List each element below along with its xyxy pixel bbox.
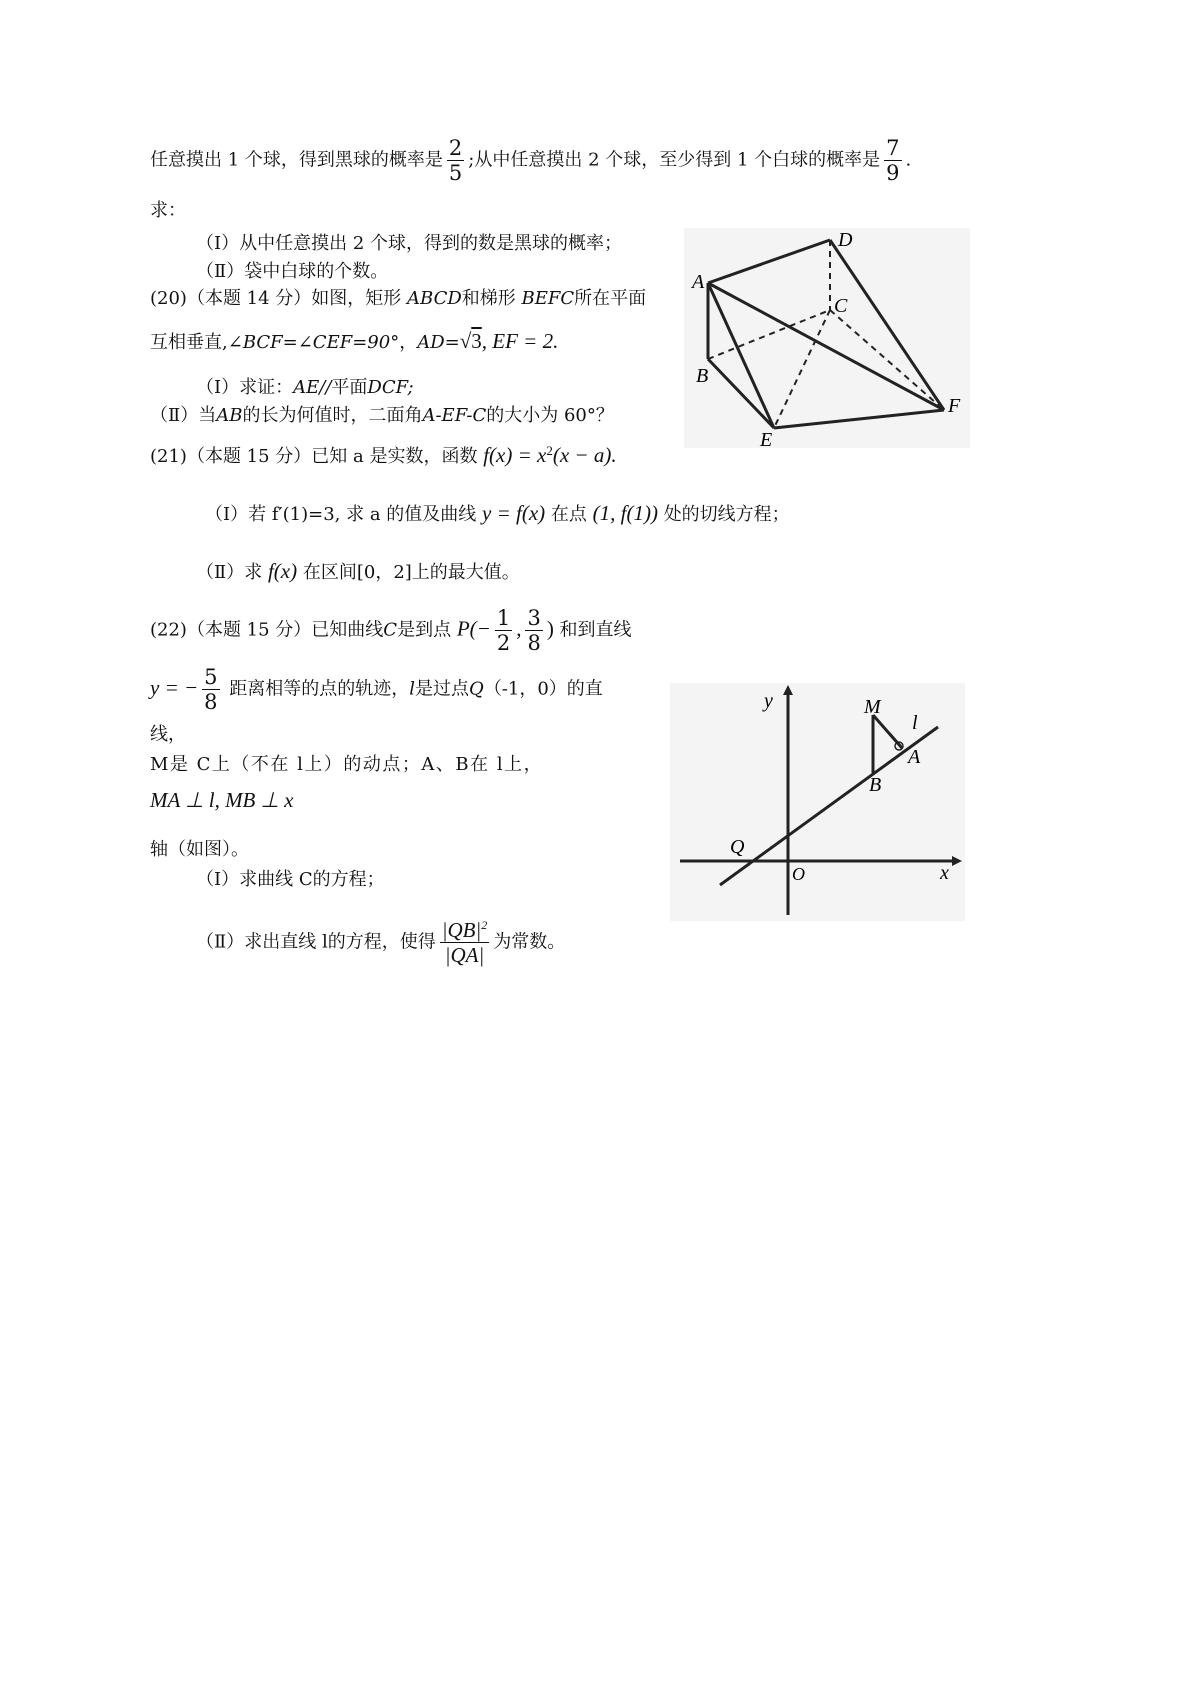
edge-CE-hidden (774, 310, 830, 428)
y-axis-arrow (783, 685, 793, 695)
q22-part1: （Ⅰ）求曲线 C的方程； (196, 869, 385, 890)
q19-part1: （Ⅰ）从中任意摸出 2 个球，得到的数是黑球的概率； (196, 233, 623, 254)
q22-head: (22)（本题 15 分）已知曲线C是到点 P(− $\frac{1}{2}$ , $\frac{3}{8}$ ) 和到直线 (150, 606, 632, 656)
fraction-2-5: $\frac{2}{5}$ (448, 136, 463, 186)
label-C: C (834, 295, 848, 317)
q19-ask: 求： (150, 200, 186, 221)
label-B: B (696, 365, 709, 387)
label-B: B (869, 774, 882, 796)
label-A: A (908, 746, 921, 768)
x-axis-arrow (952, 856, 962, 866)
q22-part2: （Ⅱ）求出直线 l的方程，使得 $\frac{|QB|^2}{|QA|}$ 为常数。 (196, 918, 566, 968)
q22-condition: MA ⊥ l, MB ⊥ x (150, 788, 294, 812)
edge-AE (708, 283, 774, 428)
label-D: D (838, 229, 853, 251)
q19-part2: （Ⅱ）袋中白球的个数。 (196, 261, 389, 282)
label-O: O (792, 864, 805, 884)
edge-BE (708, 359, 774, 428)
sqrt-symbol: √3 (459, 329, 482, 353)
label-Q: Q (730, 836, 745, 858)
q21-head: (21)（本题 15 分）已知 a 是实数，函数 $f(x) = x^2(x - a)$. (150, 443, 617, 467)
q20-part1: （Ⅰ）求证：AE//平面DCF; (196, 377, 414, 398)
fraction-5-8: $\frac{5}{8}$ (204, 665, 218, 715)
q20-part2: （Ⅱ）当AB的长为何值时，二面角A-EF-C的大小为 60°？ (150, 405, 614, 426)
fraction-1-2: $\frac{1}{2}$ (496, 606, 511, 656)
label-x: x (940, 862, 949, 884)
q22-line2: y = − $\frac{5}{8}$ 距离相等的点的轨迹，l是过点Q（-1，0）的直 (150, 665, 603, 715)
edge-EF (774, 410, 944, 428)
segment-MA (873, 715, 902, 748)
fraction-qb-qa: $\frac{|QB|^2}{|QA|}$ (441, 918, 488, 968)
q20-head: (20)（本题 14 分）如图，矩形 ABCD和梯形 BEFC所在平面 (150, 288, 647, 309)
q21-part1: （Ⅰ）若 f′(1)=3, 求 a 的值及曲线 y = f(x) 在点 (1, f(1)) 处的切线方程； (205, 501, 790, 525)
label-l: l (912, 712, 918, 734)
q22-line3: 线， (150, 724, 186, 745)
coordinate-figure (670, 683, 965, 921)
q19-text-a: 任意摸出 1 个球，得到黑球的概率是 (150, 149, 443, 171)
q21-part2: （Ⅱ）求 f(x) 在区间[0，2]上的最大值。 (196, 559, 520, 583)
fraction-7-9: $\frac{7}{9}$ (886, 136, 900, 186)
edge-AF (708, 283, 944, 410)
label-E: E (760, 429, 773, 448)
label-F: F (948, 395, 961, 417)
q19-text-b: ;从中任意摸出 2 个球，至少得到 1 个白球的概率是 (468, 149, 881, 171)
solid-geometry-figure (684, 228, 970, 448)
label-A: A (692, 271, 705, 293)
q19-line1: 任意摸出 1 个球，得到黑球的概率是 $\frac{2}{5}$ ;从中任意摸出 2 个球，至少得到 1 个白球的概率是 $\frac{7}{9}$ . (150, 136, 912, 186)
edge-AD (708, 240, 830, 283)
label-y: y (764, 690, 773, 712)
q20-condition: 互相垂直,∠BCF=∠CEF=90°，AD=√3, EF = 2. (150, 329, 559, 353)
label-M: M (864, 696, 881, 718)
fraction-3-8: $\frac{3}{8}$ (527, 606, 541, 656)
q22-line6: 轴（如图）。 (150, 839, 249, 860)
q22-line4: M是 C上（不在 l上）的动点；A、B在 l上， (150, 754, 544, 775)
